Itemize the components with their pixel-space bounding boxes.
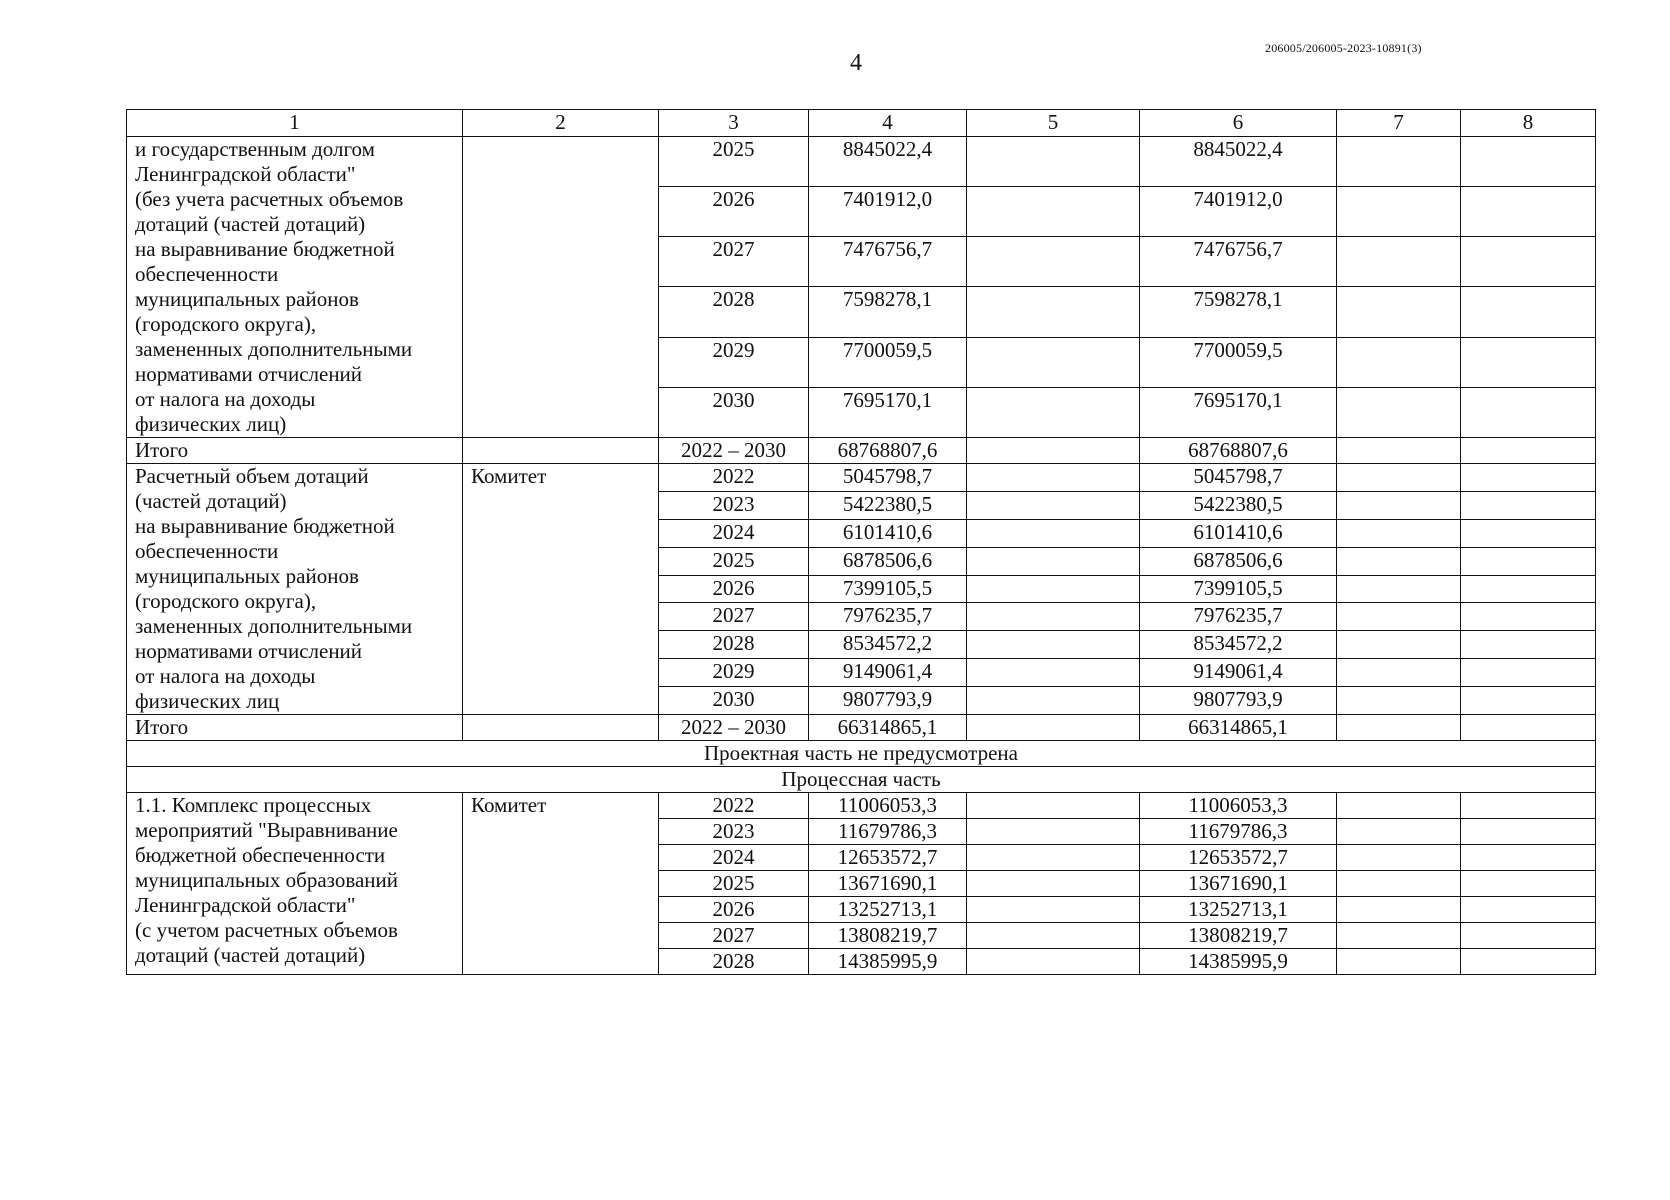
total-column-5 (967, 438, 1140, 464)
column-5-cell (967, 137, 1140, 187)
column-5-cell (967, 519, 1140, 547)
column-7-cell (1337, 603, 1461, 631)
amount-cell: 5422380,5 (1140, 491, 1337, 519)
amount-cell: 13671690,1 (809, 871, 967, 897)
column-5-cell (967, 337, 1140, 387)
amount-cell: 7399105,5 (809, 575, 967, 603)
column-8-cell (1461, 687, 1596, 715)
amount-cell: 13808219,7 (809, 923, 967, 949)
amount-cell: 7976235,7 (1140, 603, 1337, 631)
total-amount: 66314865,1 (1140, 715, 1337, 741)
amount-cell: 6101410,6 (1140, 519, 1337, 547)
total-amount: 68768807,6 (809, 438, 967, 464)
column-5-cell (967, 187, 1140, 237)
total-label: Итого (127, 438, 463, 464)
year-cell: 2022 (659, 793, 809, 819)
column-header-4: 4 (809, 110, 967, 137)
column-7-cell (1337, 387, 1461, 437)
total-row (127, 438, 1596, 464)
column-7-cell (1337, 923, 1461, 949)
total-row (127, 715, 1596, 741)
column-7-cell (1337, 687, 1461, 715)
column-7-cell (1337, 845, 1461, 871)
column-5-cell (967, 491, 1140, 519)
column-7-cell (1337, 819, 1461, 845)
column-8-cell (1461, 793, 1596, 819)
amount-cell: 9807793,9 (809, 687, 967, 715)
amount-cell: 8534572,2 (1140, 631, 1337, 659)
column-8-cell (1461, 137, 1596, 187)
column-5-cell (967, 547, 1140, 575)
column-7-cell (1337, 491, 1461, 519)
year-cell: 2030 (659, 387, 809, 437)
column-8-cell (1461, 897, 1596, 923)
amount-cell: 9807793,9 (1140, 687, 1337, 715)
column-8-cell (1461, 287, 1596, 337)
total-label: Итого (127, 715, 463, 741)
column-5-cell (967, 897, 1140, 923)
column-5-cell (967, 631, 1140, 659)
column-5-cell (967, 871, 1140, 897)
column-5-cell (967, 949, 1140, 975)
amount-cell: 12653572,7 (1140, 845, 1337, 871)
total-years: 2022 – 2030 (659, 715, 809, 741)
year-cell: 2027 (659, 237, 809, 287)
responsible-cell: Комитет (463, 793, 659, 975)
amount-cell: 5422380,5 (809, 491, 967, 519)
total-amount: 66314865,1 (809, 715, 967, 741)
column-header-2: 2 (463, 110, 659, 137)
column-7-cell (1337, 237, 1461, 287)
section-project-part: Проектная часть не предусмотрена (127, 741, 1596, 767)
column-7-cell (1337, 464, 1461, 492)
responsible-cell: Комитет (463, 464, 659, 715)
amount-cell: 9149061,4 (1140, 659, 1337, 687)
amount-cell: 6878506,6 (1140, 547, 1337, 575)
table-header-row (127, 110, 1596, 137)
total-amount: 68768807,6 (1140, 438, 1337, 464)
column-header-8: 8 (1461, 110, 1596, 137)
column-header-7: 7 (1337, 110, 1461, 137)
total-column-5 (967, 715, 1140, 741)
amount-cell: 5045798,7 (809, 464, 967, 492)
year-cell: 2024 (659, 845, 809, 871)
total-responsible-cell (463, 438, 659, 464)
amount-cell: 7401912,0 (1140, 187, 1337, 237)
table-row (127, 793, 1596, 819)
column-8-cell (1461, 237, 1596, 287)
amount-cell: 8845022,4 (809, 137, 967, 187)
amount-cell: 13808219,7 (1140, 923, 1337, 949)
amount-cell: 11679786,3 (809, 819, 967, 845)
column-7-cell (1337, 137, 1461, 187)
amount-cell: 14385995,9 (809, 949, 967, 975)
column-7-cell (1337, 187, 1461, 237)
year-cell: 2026 (659, 187, 809, 237)
section-process-part: Процессная часть (127, 767, 1596, 793)
amount-cell: 6101410,6 (809, 519, 967, 547)
amount-cell: 7598278,1 (809, 287, 967, 337)
column-7-cell (1337, 631, 1461, 659)
amount-cell: 11006053,3 (809, 793, 967, 819)
year-cell: 2025 (659, 871, 809, 897)
amount-cell: 7399105,5 (1140, 575, 1337, 603)
document-id: 206005/206005-2023-10891(3) (1265, 41, 1422, 55)
row-name-cell: 1.1. Комплекс процессных мероприятий "Выравнивание бюджетной обеспеченности муниципальных образований Ленинградской области" (с учетом расчетных объемов дотаций (частей дотаций) (127, 793, 463, 975)
column-8-cell (1461, 631, 1596, 659)
total-responsible-cell (463, 715, 659, 741)
amount-cell: 7695170,1 (809, 387, 967, 437)
year-cell: 2029 (659, 337, 809, 387)
amount-cell: 9149061,4 (809, 659, 967, 687)
table-row (127, 137, 1596, 187)
column-7-cell (1337, 337, 1461, 387)
column-8-cell (1461, 923, 1596, 949)
page-number: 4 (850, 50, 862, 76)
column-8-cell (1461, 871, 1596, 897)
column-8-cell (1461, 464, 1596, 492)
column-8-cell (1461, 337, 1596, 387)
year-cell: 2027 (659, 603, 809, 631)
column-7-cell (1337, 897, 1461, 923)
budget-table (126, 109, 1596, 975)
amount-cell: 7401912,0 (809, 187, 967, 237)
amount-cell: 7976235,7 (809, 603, 967, 631)
column-5-cell (967, 687, 1140, 715)
year-cell: 2029 (659, 659, 809, 687)
year-cell: 2028 (659, 631, 809, 659)
column-8-cell (1461, 575, 1596, 603)
row-name-cell: Расчетный объем дотаций (частей дотаций) на выравнивание бюджетной обеспеченности муниципальных районов (городского округа), замененных дополнительными нормативами отчислений от налога на доходы физических лиц (127, 464, 463, 715)
column-5-cell (967, 287, 1140, 337)
column-7-cell (1337, 659, 1461, 687)
column-5-cell (967, 464, 1140, 492)
column-8-cell (1461, 547, 1596, 575)
column-header-5: 5 (967, 110, 1140, 137)
amount-cell: 7598278,1 (1140, 287, 1337, 337)
year-cell: 2022 (659, 464, 809, 492)
column-header-1: 1 (127, 110, 463, 137)
column-8-cell (1461, 519, 1596, 547)
column-7-cell (1337, 793, 1461, 819)
amount-cell: 13252713,1 (1140, 897, 1337, 923)
column-8-cell (1461, 659, 1596, 687)
column-5-cell (967, 845, 1140, 871)
total-column-8 (1461, 438, 1596, 464)
column-5-cell (967, 923, 1140, 949)
column-5-cell (967, 793, 1140, 819)
total-years: 2022 – 2030 (659, 438, 809, 464)
year-cell: 2030 (659, 687, 809, 715)
column-8-cell (1461, 845, 1596, 871)
column-7-cell (1337, 547, 1461, 575)
amount-cell: 13671690,1 (1140, 871, 1337, 897)
column-5-cell (967, 237, 1140, 287)
amount-cell: 7700059,5 (809, 337, 967, 387)
amount-cell: 8534572,2 (809, 631, 967, 659)
column-5-cell (967, 387, 1140, 437)
column-5-cell (967, 659, 1140, 687)
amount-cell: 11679786,3 (1140, 819, 1337, 845)
amount-cell: 7476756,7 (1140, 237, 1337, 287)
year-cell: 2024 (659, 519, 809, 547)
section-row (127, 741, 1596, 767)
amount-cell: 12653572,7 (809, 845, 967, 871)
column-header-3: 3 (659, 110, 809, 137)
year-cell: 2026 (659, 897, 809, 923)
total-column-7 (1337, 438, 1461, 464)
year-cell: 2026 (659, 575, 809, 603)
amount-cell: 5045798,7 (1140, 464, 1337, 492)
column-8-cell (1461, 819, 1596, 845)
column-8-cell (1461, 491, 1596, 519)
column-8-cell (1461, 949, 1596, 975)
column-5-cell (967, 819, 1140, 845)
column-8-cell (1461, 187, 1596, 237)
total-column-8 (1461, 715, 1596, 741)
year-cell: 2023 (659, 491, 809, 519)
amount-cell: 6878506,6 (809, 547, 967, 575)
year-cell: 2028 (659, 287, 809, 337)
responsible-cell (463, 137, 659, 438)
column-5-cell (967, 603, 1140, 631)
year-cell: 2025 (659, 547, 809, 575)
column-7-cell (1337, 949, 1461, 975)
column-5-cell (967, 575, 1140, 603)
total-column-7 (1337, 715, 1461, 741)
column-8-cell (1461, 387, 1596, 437)
column-7-cell (1337, 575, 1461, 603)
amount-cell: 7476756,7 (809, 237, 967, 287)
year-cell: 2028 (659, 949, 809, 975)
column-7-cell (1337, 871, 1461, 897)
column-header-6: 6 (1140, 110, 1337, 137)
amount-cell: 8845022,4 (1140, 137, 1337, 187)
amount-cell: 14385995,9 (1140, 949, 1337, 975)
row-name-cell: и государственным долгом Ленинградской области" (без учета расчетных объемов дотаций (частей дотаций) на выравнивание бюджетной обеспеченности муниципальных районов (городского округа), замененных дополнительными нормативами отчислений от налога на доходы физических лиц) (127, 137, 463, 438)
column-7-cell (1337, 519, 1461, 547)
column-8-cell (1461, 603, 1596, 631)
table-row (127, 464, 1596, 492)
section-row (127, 767, 1596, 793)
column-7-cell (1337, 287, 1461, 337)
amount-cell: 7695170,1 (1140, 387, 1337, 437)
year-cell: 2027 (659, 923, 809, 949)
amount-cell: 13252713,1 (809, 897, 967, 923)
year-cell: 2025 (659, 137, 809, 187)
amount-cell: 7700059,5 (1140, 337, 1337, 387)
year-cell: 2023 (659, 819, 809, 845)
amount-cell: 11006053,3 (1140, 793, 1337, 819)
